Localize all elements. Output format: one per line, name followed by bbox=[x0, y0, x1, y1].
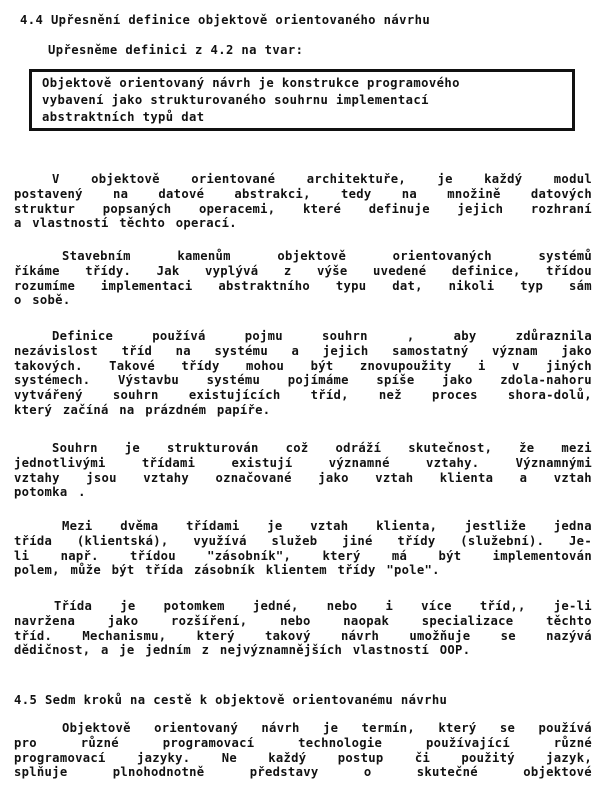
word: (služební). bbox=[460, 533, 545, 548]
word: se bbox=[500, 628, 516, 643]
word: shora-dolů, bbox=[507, 388, 592, 403]
paragraph-line bbox=[14, 534, 592, 549]
definition-line: vybavení jako strukturovaného souhrnu implementací bbox=[42, 93, 429, 107]
word: významné bbox=[328, 455, 390, 470]
paragraph bbox=[14, 249, 592, 308]
word: význam bbox=[492, 343, 538, 358]
word: jako bbox=[442, 373, 473, 388]
word: skutečnost, bbox=[408, 441, 493, 455]
word: umožňuje bbox=[409, 628, 471, 643]
word: vytvářený bbox=[14, 388, 83, 403]
word: na bbox=[401, 186, 418, 201]
word: Mezi bbox=[62, 519, 93, 533]
paragraph-line bbox=[14, 172, 592, 187]
word: než bbox=[378, 388, 402, 403]
definition-line: abstraktních typů dat bbox=[42, 110, 205, 124]
word: jestliže bbox=[464, 519, 527, 533]
word: zdola-nahoru bbox=[500, 373, 592, 388]
word: má bbox=[391, 548, 408, 563]
word: Mechanismu, bbox=[82, 628, 167, 643]
word: jako bbox=[561, 343, 592, 358]
word: orientované bbox=[191, 172, 276, 186]
word: jako bbox=[318, 470, 349, 485]
word: termín, bbox=[361, 721, 416, 735]
word: programovací bbox=[14, 750, 106, 765]
word: např. bbox=[60, 548, 99, 563]
section-heading-4-4: 4.4 Upřesnění definice objektově orientovaného návrhu bbox=[20, 13, 431, 27]
word: nazývá bbox=[546, 628, 592, 643]
word: více bbox=[421, 599, 452, 613]
word: vztahy bbox=[14, 470, 60, 485]
paragraph-line bbox=[14, 765, 592, 780]
word: dvěma bbox=[120, 519, 159, 533]
word: pojímáme bbox=[287, 373, 349, 388]
paragraph bbox=[14, 721, 592, 780]
word: služeb bbox=[271, 533, 318, 548]
word: datových bbox=[530, 186, 592, 201]
word: strukturován bbox=[166, 441, 259, 455]
word: splňuje bbox=[14, 765, 68, 780]
word: kamenům bbox=[177, 249, 231, 263]
word: Definice bbox=[52, 329, 114, 343]
word: používající bbox=[425, 735, 510, 750]
word: Stavebním bbox=[62, 249, 131, 263]
paragraph-line bbox=[14, 629, 592, 644]
word: odráží bbox=[335, 441, 382, 455]
word: "zásobník", bbox=[207, 548, 292, 563]
word: každý bbox=[268, 750, 307, 765]
paragraph-line bbox=[14, 279, 592, 294]
word: je bbox=[322, 721, 339, 735]
word: v bbox=[512, 358, 520, 373]
word: že bbox=[519, 441, 535, 455]
word: se bbox=[499, 721, 516, 735]
word: , bbox=[406, 329, 415, 343]
word: orientovaný bbox=[154, 721, 239, 735]
word: rozšíření, bbox=[171, 613, 248, 628]
word: vztah bbox=[553, 470, 592, 485]
word: souhrn bbox=[112, 388, 159, 403]
word: klienta bbox=[439, 470, 494, 485]
word: systémů bbox=[538, 249, 592, 263]
word: je bbox=[267, 519, 283, 533]
word: tedy bbox=[340, 186, 372, 201]
word: třídami bbox=[186, 519, 240, 533]
word: použitý bbox=[461, 750, 515, 765]
word: či bbox=[414, 750, 431, 765]
word: popsaných bbox=[102, 201, 172, 216]
word: modul bbox=[553, 172, 592, 186]
word: architektuře, bbox=[306, 172, 407, 186]
paragraph bbox=[14, 329, 592, 418]
word: který bbox=[322, 548, 361, 563]
word: objektové bbox=[523, 765, 592, 780]
word: na bbox=[112, 186, 129, 201]
word: implementaci bbox=[100, 278, 193, 293]
definition-intro: Upřesněme definici z 4.2 na tvar: bbox=[48, 43, 304, 57]
word: zdůraznila bbox=[515, 329, 592, 343]
word: těchto bbox=[546, 613, 592, 628]
word: jazyk, bbox=[546, 750, 592, 765]
word: říkáme bbox=[14, 263, 60, 278]
word: (klientská), bbox=[76, 533, 169, 548]
word: o bbox=[363, 765, 372, 780]
word: rozhraní bbox=[530, 201, 592, 216]
word: Ne bbox=[221, 750, 237, 765]
paragraph-line bbox=[14, 471, 592, 486]
word: Objektově bbox=[62, 721, 131, 735]
word: i bbox=[385, 599, 394, 613]
word: jiných bbox=[546, 358, 592, 373]
word: jejich bbox=[322, 343, 369, 358]
word: třídou bbox=[546, 263, 592, 278]
word: mezi bbox=[561, 441, 592, 455]
word: typ bbox=[520, 278, 544, 293]
word: klienta, bbox=[376, 519, 438, 533]
word: tříd. bbox=[14, 628, 53, 643]
word: samostatný bbox=[392, 343, 469, 358]
word: návrh bbox=[261, 721, 300, 735]
word: orientovaných bbox=[392, 249, 492, 263]
paragraph-line bbox=[14, 359, 592, 374]
word: třídami bbox=[141, 455, 196, 470]
word: typu bbox=[335, 278, 367, 293]
word: je bbox=[437, 172, 453, 186]
word: různé bbox=[80, 735, 119, 750]
word: datové bbox=[158, 186, 205, 201]
word: spíše bbox=[376, 373, 415, 388]
word: rozumíme bbox=[14, 278, 76, 293]
word: a bbox=[291, 343, 300, 358]
word: uvedené bbox=[372, 263, 427, 278]
word: tříd,, bbox=[479, 599, 526, 613]
paragraph-line bbox=[14, 373, 592, 388]
word: třídy bbox=[181, 358, 220, 373]
word: který bbox=[438, 721, 477, 735]
paragraph-line bbox=[14, 736, 592, 751]
word: být bbox=[438, 548, 462, 563]
word: jsou bbox=[86, 470, 117, 485]
word: li bbox=[14, 548, 30, 563]
word: objektově bbox=[91, 172, 160, 186]
paragraph-line bbox=[14, 441, 592, 456]
word: třídy. bbox=[85, 263, 132, 278]
word: jejich bbox=[457, 201, 504, 216]
paragraph-line bbox=[14, 549, 592, 564]
paragraph-line bbox=[14, 751, 592, 766]
word: i bbox=[477, 358, 486, 373]
word: používá bbox=[152, 329, 206, 343]
word: definuje bbox=[368, 201, 430, 216]
word: třídy bbox=[397, 533, 436, 548]
paragraph-line: dědičnost, a je jedním z nejvýznamnějších vlastností OOP. bbox=[14, 643, 471, 658]
word: je bbox=[124, 441, 141, 455]
paragraph bbox=[14, 441, 592, 500]
word: Výstavbu bbox=[117, 373, 180, 388]
word: pojmu bbox=[244, 329, 283, 343]
word: na bbox=[175, 343, 191, 358]
word: souhrn bbox=[322, 329, 368, 343]
word: je-li bbox=[553, 599, 592, 613]
paragraph-line: potomka . bbox=[14, 485, 86, 500]
word: tříd, bbox=[310, 388, 349, 403]
word: proces bbox=[431, 388, 478, 403]
word: vztahy. bbox=[425, 455, 480, 470]
paragraph-line: který začíná na prázdném papíře. bbox=[14, 402, 271, 417]
word: dat, bbox=[392, 278, 423, 293]
paragraph-line bbox=[14, 249, 592, 264]
word: jedné, bbox=[252, 599, 299, 613]
word: Takové bbox=[109, 358, 155, 373]
word: Významnými bbox=[515, 455, 592, 470]
word: jednotlivými bbox=[14, 455, 106, 470]
word: Třída bbox=[54, 599, 93, 613]
word: vztah bbox=[310, 519, 349, 533]
word: Souhrn bbox=[52, 441, 98, 455]
word: používá bbox=[538, 721, 592, 735]
paragraph-line bbox=[14, 388, 592, 403]
word: znovupoužity bbox=[359, 358, 452, 373]
word: postavený bbox=[14, 186, 83, 201]
word: Je- bbox=[569, 533, 592, 548]
paragraph-line: a vlastností těchto operací. bbox=[14, 216, 237, 231]
word: systému bbox=[214, 343, 268, 358]
word: abstraktního bbox=[218, 278, 311, 293]
definition-box bbox=[29, 69, 575, 131]
word: technologie bbox=[298, 735, 383, 750]
word: navržena bbox=[14, 613, 76, 628]
paragraph-line bbox=[14, 614, 592, 629]
word: třídou bbox=[130, 548, 176, 563]
word: tříd bbox=[121, 343, 153, 358]
word: být bbox=[310, 358, 334, 373]
word: jazyky. bbox=[136, 750, 191, 765]
word: systému bbox=[206, 373, 261, 388]
paragraph-line bbox=[14, 329, 592, 344]
word: systémech. bbox=[14, 373, 91, 388]
word: skutečné bbox=[416, 765, 478, 780]
definition-line: Objektově orientovaný návrh je konstrukce programového bbox=[42, 76, 460, 90]
word: jedna bbox=[553, 519, 592, 533]
paragraph-line bbox=[14, 519, 592, 534]
word: vztahy bbox=[143, 470, 190, 485]
word: objektově bbox=[277, 249, 347, 263]
word: implementován bbox=[492, 548, 592, 563]
word: různé bbox=[553, 735, 592, 750]
word: takových. bbox=[14, 358, 83, 373]
paragraph-line bbox=[14, 187, 592, 202]
word: návrh bbox=[340, 628, 380, 643]
word: definice, bbox=[451, 263, 521, 278]
word: jako bbox=[107, 613, 139, 628]
word: existují bbox=[231, 455, 293, 470]
word: specializace bbox=[421, 613, 514, 628]
paragraph-line: polem, může být třída zásobník klientem třídy "pole". bbox=[14, 563, 440, 578]
word: mohou bbox=[245, 358, 285, 373]
paragraph-line bbox=[14, 721, 592, 736]
word: označované bbox=[215, 470, 292, 485]
word: V bbox=[52, 172, 60, 186]
word: abstrakci, bbox=[234, 186, 311, 201]
word: Jak bbox=[156, 263, 180, 278]
word: aby bbox=[453, 329, 477, 343]
paragraph-line bbox=[14, 599, 592, 614]
word: sám bbox=[568, 278, 592, 293]
word: existujících bbox=[188, 388, 281, 403]
word: jiné bbox=[342, 533, 373, 548]
paragraph-line bbox=[14, 344, 592, 359]
word: třída bbox=[14, 533, 53, 548]
word: což bbox=[285, 441, 309, 455]
word: potomkem bbox=[163, 599, 225, 613]
word: využívá bbox=[193, 533, 247, 548]
word: z bbox=[283, 263, 292, 278]
word: výše bbox=[316, 263, 348, 278]
word: nezávislost bbox=[14, 343, 99, 358]
paragraph bbox=[14, 599, 592, 658]
word: množině bbox=[447, 186, 501, 201]
word: programovací bbox=[162, 735, 255, 750]
paragraph-line: o sobě. bbox=[14, 293, 71, 308]
word: vyplývá bbox=[204, 263, 259, 278]
paragraph bbox=[14, 519, 592, 578]
word: nebo bbox=[280, 613, 311, 628]
word: a bbox=[519, 470, 528, 485]
paragraph-line bbox=[14, 456, 592, 471]
word: naopak bbox=[343, 613, 390, 628]
word: nikoli bbox=[448, 278, 495, 293]
section-heading-4-5: 4.5 Sedm kroků na cestě k objektově orientovanému návrhu bbox=[14, 693, 448, 707]
word: plnohodnotně bbox=[112, 765, 205, 780]
word: nebo bbox=[326, 599, 358, 613]
word: představy bbox=[249, 765, 319, 780]
word: takový bbox=[264, 628, 311, 643]
word: postup bbox=[337, 750, 384, 765]
paragraph bbox=[14, 172, 592, 231]
word: který bbox=[196, 628, 235, 643]
word: každý bbox=[484, 172, 523, 186]
word: je bbox=[120, 599, 136, 613]
word: pro bbox=[14, 735, 37, 750]
word: struktur bbox=[14, 201, 76, 216]
paragraph-line bbox=[14, 202, 592, 217]
word: vztah bbox=[375, 470, 414, 485]
paragraph-line bbox=[14, 264, 592, 279]
word: které bbox=[302, 201, 342, 216]
word: operacemi, bbox=[199, 201, 276, 216]
